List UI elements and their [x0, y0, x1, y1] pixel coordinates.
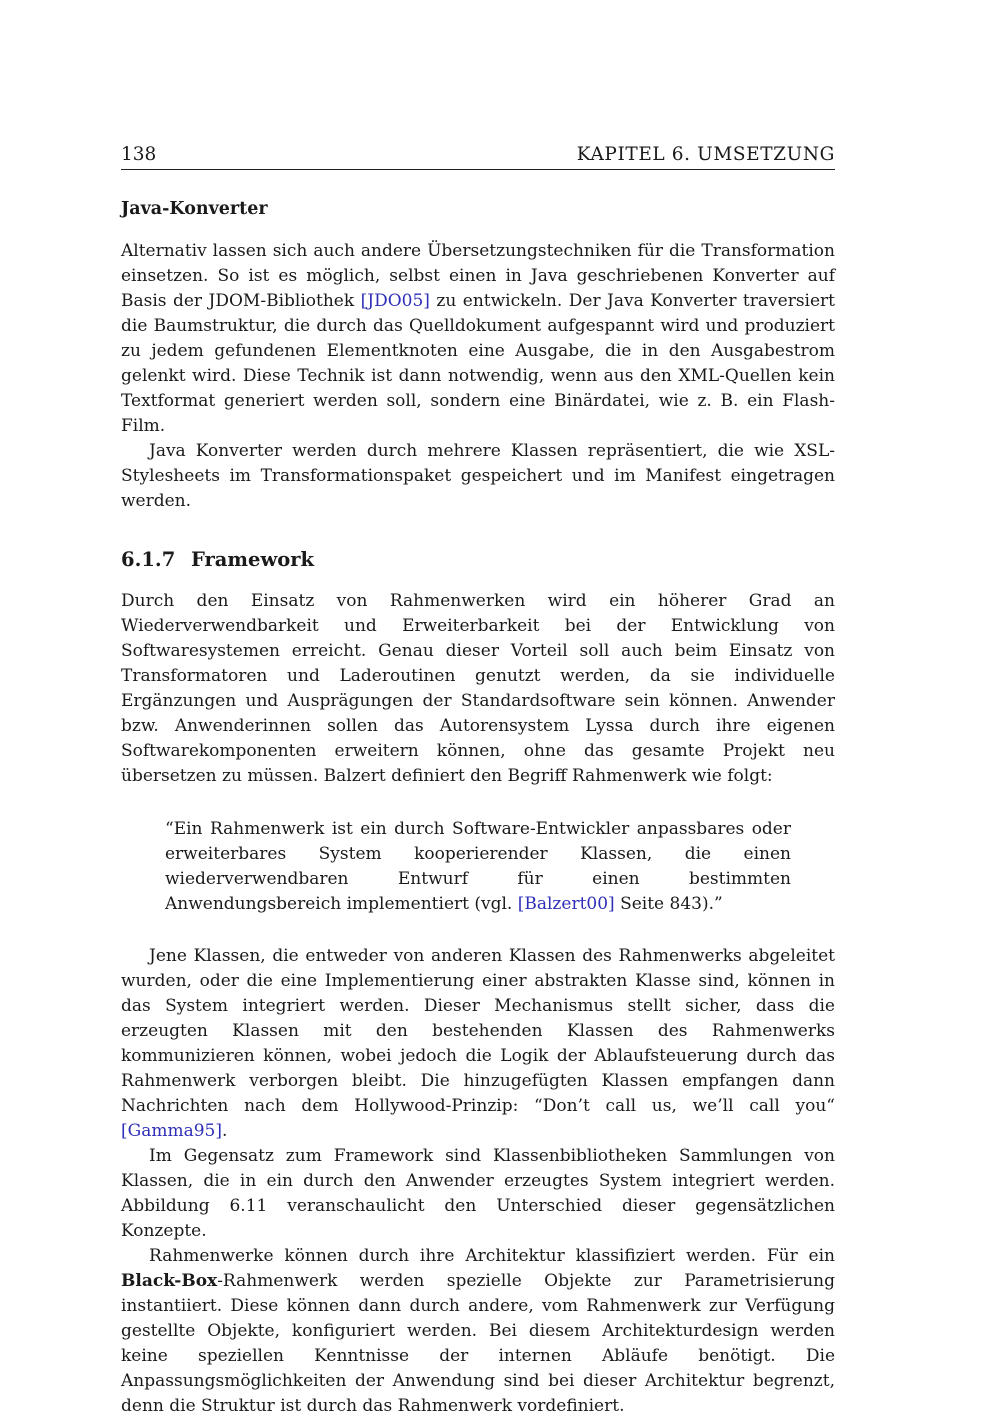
paragraph-framework-1: Durch den Einsatz von Rahmenwerken wird ein höherer Grad an Wiederverwendbarkeit und Erweiterbarkeit bei der Entwicklung von Softwaresystemen erreicht. Genau dieser Vorteil soll auch beim Einsatz von Transformatoren und Laderoutinen genutzt werden, da sie individuelle Ergänzungen und Ausprägungen der Standardsoftware sein können. Anwender bzw. Anwenderinnen sollen das Autorensystem Lyssa durch ihre eigenen Softwarekomponenten erweitern können, ohne das gesamte Projekt neu übersetzen zu müssen. Balzert definiert den Begriff Rahmenwerk wie folgt:	[121, 591, 835, 786]
section-heading-framework	[121, 547, 835, 573]
citation-jdo05[interactable]: [JDO05]	[360, 291, 430, 311]
citation-balzert00[interactable]: [Balzert00]	[517, 894, 615, 914]
block-quote: “Ein Rahmenwerk ist ein durch Software-Entwickler anpassbares oder erweiterbares System kooperierender Klassen, die einen wiederverwendbaren Entwurf für einen bestimmten Anwendungsbereich implementiert (vgl. [Balzert00] Seite 843).”	[165, 819, 791, 914]
page	[121, 143, 835, 1419]
page-number: 138	[121, 144, 157, 165]
bold-term-black-box: Black-Box	[121, 1271, 218, 1291]
paragraph-java-1: Alternativ lassen sich auch andere Übersetzungstechniken für die Transformation einsetzen. So ist es möglich, selbst einen in Java geschriebenen Konverter auf Basis der JDOM-Bibliothek [JDO05] zu entwickeln. Der Java Konverter traversiert die Baumstruktur, die durch das Quelldokument aufgespannt wird und produziert zu jedem gefundenen Elementknoten eine Ausgabe, die in den Ausgabestrom gelenkt wird. Diese Technik ist dann notwendig, wenn aus den XML-Quellen kein Textformat generiert werden soll, sondern eine Binärdatei, wie z. B. ein Flash-Film.	[121, 241, 836, 436]
section-number: 6.1.7	[121, 548, 176, 571]
running-header	[121, 143, 835, 170]
paragraph-framework-4: Rahmenwerke können durch ihre Architektur klassifiziert werden. Für ein Black-Box-Rahmenwerk werden spezielle Objekte zur Parametrisierung instantiiert. Diese können dann durch andere, vom Rahmenwerk zur Verfügung gestellte Objekte, konfiguriert werden. Bei diesem Architekturdesign werden keine speziellen Kenntnisse der internen Abläufe benötigt. Die Anpassungsmöglichkeiten der Anwendung sind bei dieser Architektur begrenzt, denn die Struktur ist durch das Rahmenwerk vordefiniert.	[121, 1246, 835, 1416]
paragraph-java-2: Java Konverter werden durch mehrere Klassen repräsentiert, die wie XSL-Stylesheets im Transformationspaket gespeichert und im Manifest eingetragen werden.	[121, 441, 835, 511]
subsection-heading-java-konverter: Java-Konverter	[121, 199, 268, 219]
citation-gamma95[interactable]: [Gamma95]	[121, 1121, 222, 1141]
paragraph-framework-2: Jene Klassen, die entweder von anderen Klassen des Rahmenwerks abgeleitet wurden, oder die eine Implementierung einer abstrakten Klasse sind, können in das System integriert werden. Dieser Mechanismus stellt sicher, dass die erzeugten Klassen mit den bestehenden Klassen des Rahmenwerks kommunizieren können, wobei jedoch die Logik der Ablaufsteuerung durch das Rahmenwerk verborgen bleibt. Die hinzugefügten Klassen empfangen dann Nachrichten nach dem Hollywood-Prinzip: “Don’t call us, we’ll call you“ [Gamma95].	[121, 946, 835, 1141]
chapter-title: KAPITEL 6. UMSETZUNG	[576, 144, 835, 165]
paragraph-framework-3: Im Gegensatz zum Framework sind Klassenbibliotheken Sammlungen von Klassen, die in ein durch den Anwender erzeugtes System integriert werden. Abbildung 6.11 veranschaulicht den Unterschied dieser gegensätzlichen Konzepte.	[121, 1146, 835, 1241]
section-title: Framework	[191, 548, 315, 571]
